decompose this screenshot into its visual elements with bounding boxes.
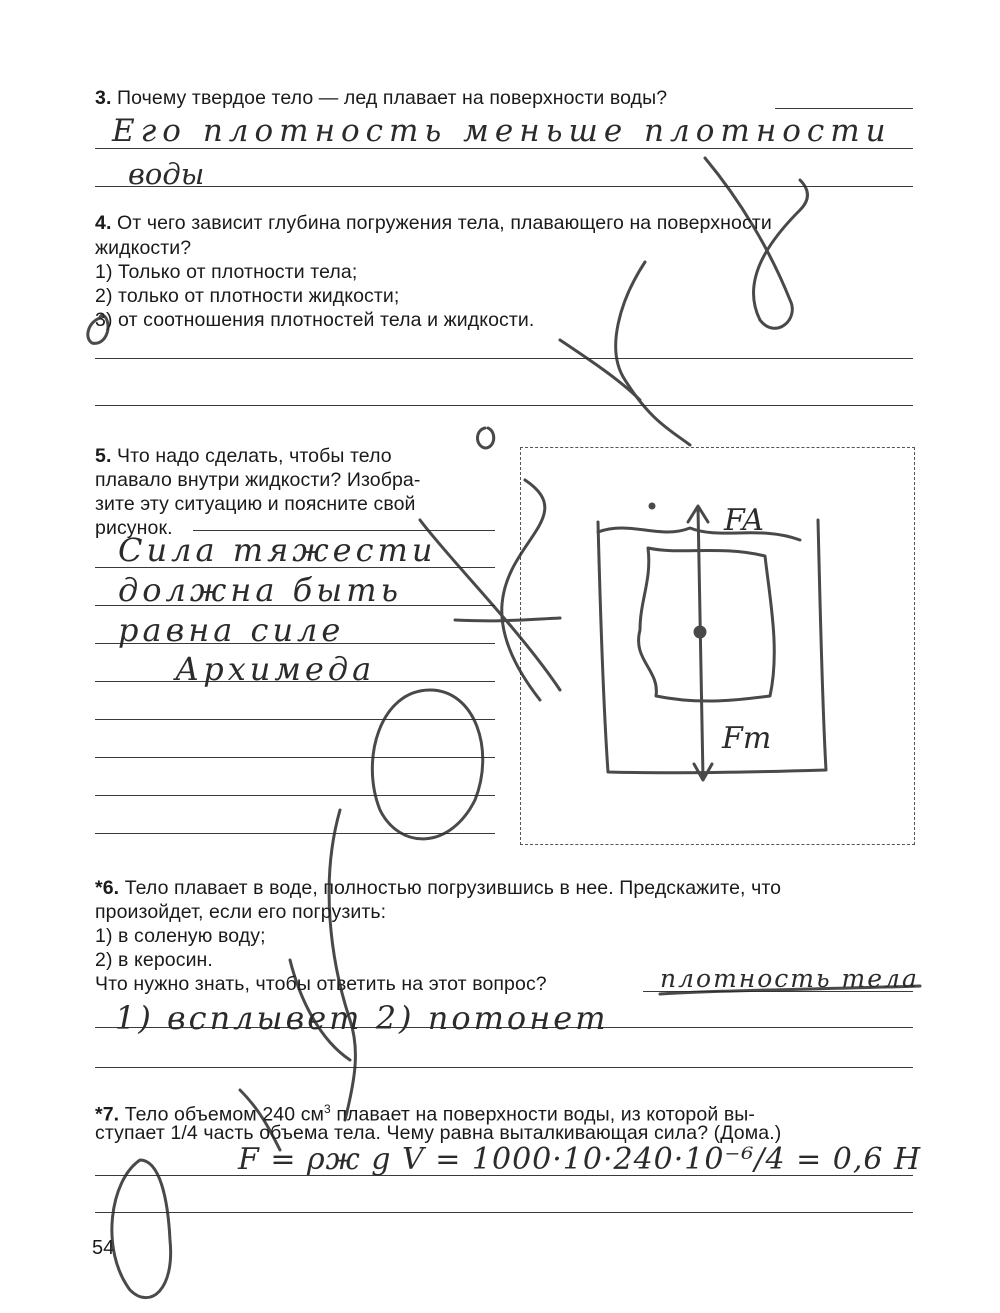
q3-question — [95, 86, 667, 110]
q5-question-line2: плавало внутри жидкости? Изобра- — [95, 469, 421, 491]
q6-option-1: 1) в соленую воду; — [95, 925, 266, 947]
q4-option-3: 3) от соотношения плотностей тела и жидкости. — [95, 309, 535, 331]
answer-line — [95, 358, 913, 359]
answer-line — [95, 1067, 913, 1068]
scribble-stroke — [754, 180, 808, 320]
answer-line — [775, 108, 913, 109]
page-number: 54 — [92, 1237, 115, 1259]
answer-line — [95, 1212, 913, 1213]
q6-text: Тело плавает в воде, полностью погрузившись в нее. Предскажите, что — [124, 877, 782, 899]
q5-handwritten-answer-3: равна силе — [118, 611, 345, 649]
q5-question-line1 — [95, 444, 392, 468]
q7-text-a: Тело объемом 240 см — [124, 1103, 325, 1126]
q6-handwritten-answer: 1) всплывет 2) потонет — [115, 999, 609, 1037]
q3-text: Почему твердое тело — лед плавает на поверхности воды? — [117, 87, 668, 109]
q4-option-2: 2) только от плотности жидкости; — [95, 285, 400, 307]
q3-handwritten-answer-2: воды — [128, 157, 205, 191]
scribble-oval — [112, 1160, 171, 1298]
q7-handwritten-formula: F = ρж g V = 1000·10·240·10⁻⁶/4 = 0,6 Н — [238, 1142, 922, 1177]
q5-question-line3: зите эту ситуацию и поясните свой — [95, 493, 416, 515]
q7-number: *7. — [95, 1103, 120, 1126]
diagram-label-buoyant-force: FA — [724, 503, 764, 538]
q7-superscript: 3 — [324, 1102, 331, 1116]
answer-line — [95, 719, 495, 720]
q5-handwritten-answer-2: должна быть — [118, 571, 402, 609]
drawing-box — [520, 447, 915, 845]
answer-line — [95, 757, 495, 758]
answer-line — [95, 833, 495, 834]
q6-question-line1 — [95, 876, 781, 900]
q4-number: 4. — [95, 212, 112, 234]
scribble-oval — [372, 690, 482, 839]
diagram-label-gravity-force: Fт — [722, 721, 772, 756]
q6-handwritten-need: плотность тела — [660, 964, 919, 993]
q5-question-line4: рисунок. — [95, 517, 173, 539]
q3-number: 3. — [95, 87, 112, 109]
q5-number: 5. — [95, 445, 112, 467]
q6-number: *6. — [95, 877, 120, 899]
scribble-stroke — [705, 158, 792, 328]
q6-option-2: 2) в керосин. — [95, 949, 213, 971]
scribble-stroke — [329, 810, 355, 1120]
answer-line — [95, 405, 913, 406]
q4-text: От чего зависит глубина погружения тела, плавающего на поверхности — [117, 212, 772, 234]
answer-line — [95, 795, 495, 796]
q6-question-line2: произойдет, если его погрузить: — [95, 901, 387, 923]
q4-question-line1 — [95, 211, 772, 235]
q5-handwritten-answer-4: Архимеда — [175, 650, 376, 688]
q4-question-line2: жидкости? — [95, 237, 192, 259]
q7-text-b: плавает на поверхности воды, из которой вы- — [330, 1103, 755, 1126]
scribble-stroke — [616, 262, 690, 445]
q5-text: Что надо сделать, чтобы тело — [117, 445, 392, 467]
scribble-stroke — [560, 340, 640, 400]
q3-handwritten-answer-1: Его плотность меньше плотности — [112, 113, 892, 149]
q6-question-line3: Что нужно знать, чтобы ответить на этот вопрос? — [95, 973, 547, 995]
q7-question-line2: ступает 1/4 часть объема тела. Чему равна выталкивающая сила? (Дома.) — [95, 1122, 782, 1144]
scribble-letter-o — [478, 428, 494, 448]
q5-handwritten-answer-1: Сила тяжести — [118, 531, 437, 569]
q4-option-1: 1) Только от плотности тела; — [95, 261, 358, 283]
answer-line — [95, 186, 913, 187]
